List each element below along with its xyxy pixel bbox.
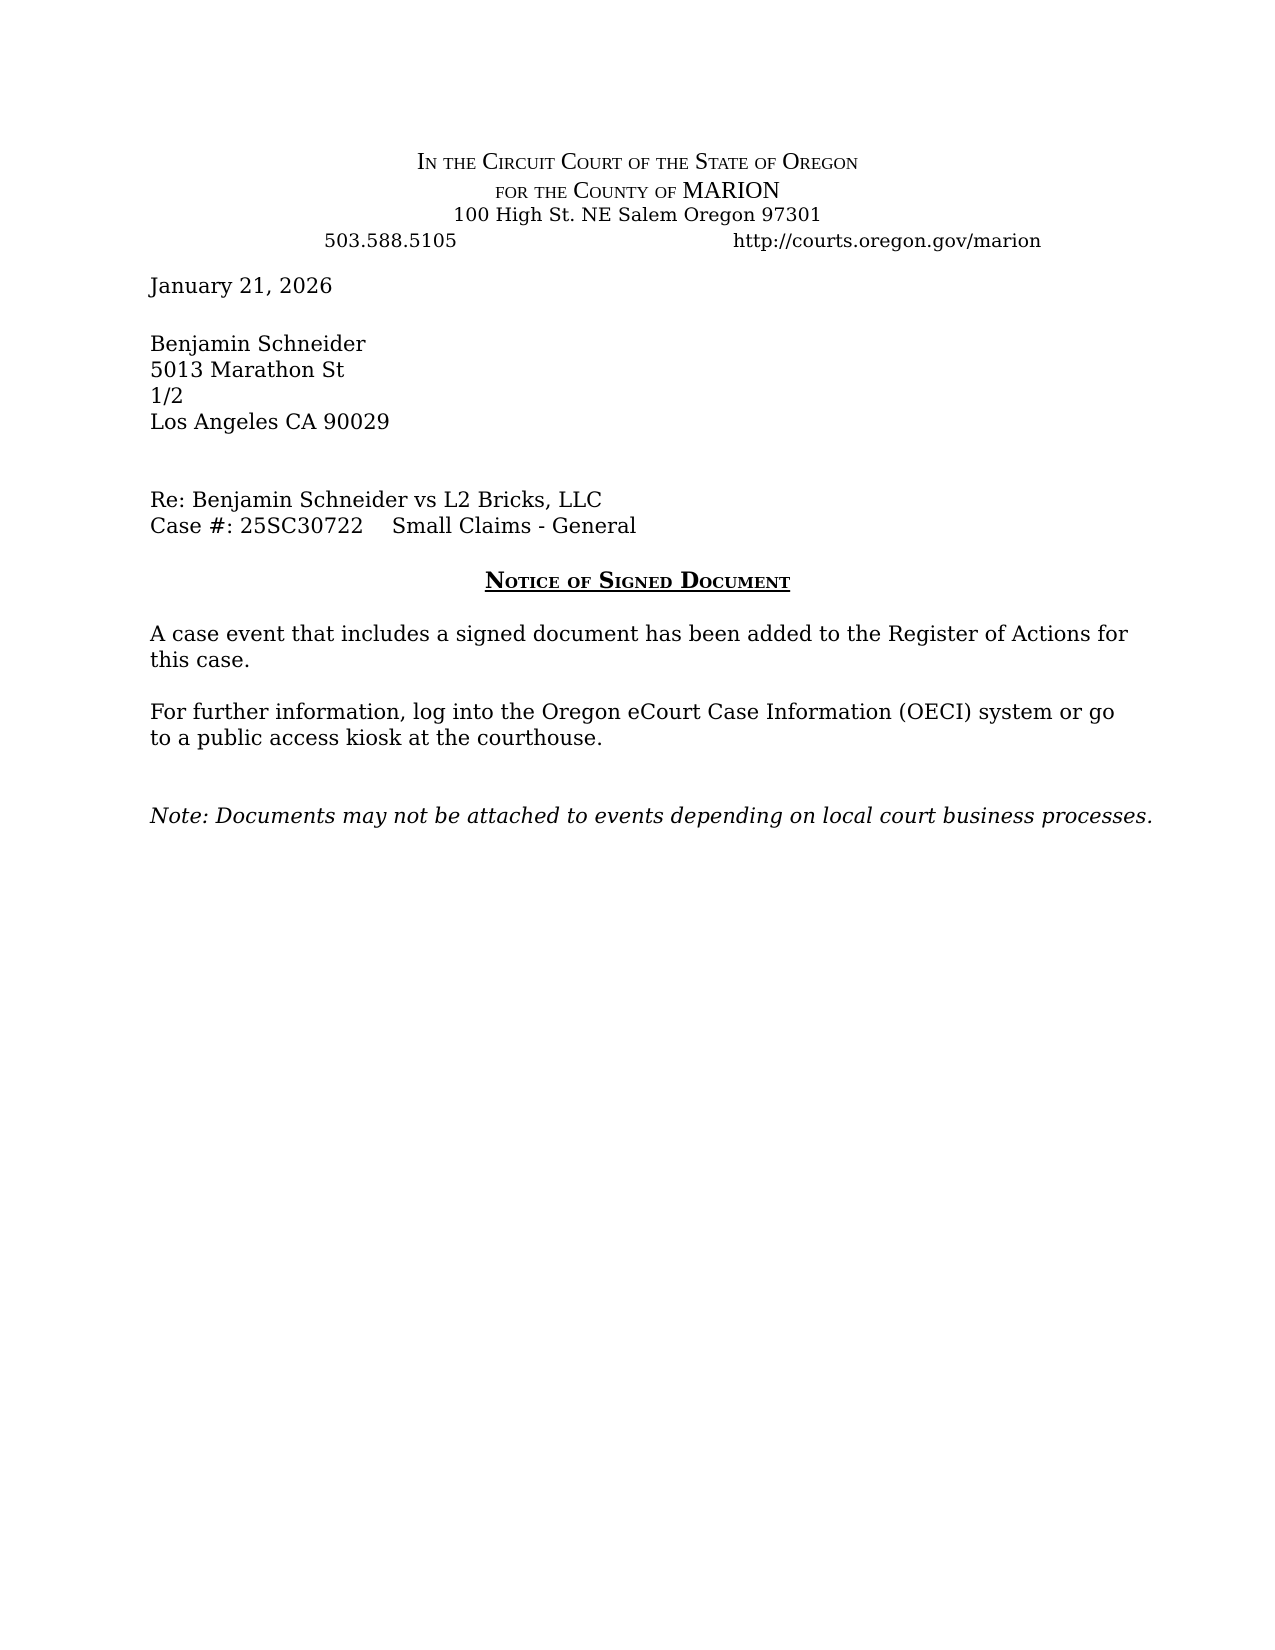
case-line [150, 513, 636, 539]
letter-date: January 21, 2026 [150, 274, 333, 298]
court-phone: 503.588.5105 [324, 230, 457, 252]
court-name-line: In the Circuit Court of the State of Oregon [416, 149, 859, 175]
court-address: 100 High St. NE Salem Oregon 97301 [453, 204, 822, 226]
re-block [150, 487, 636, 539]
case-number: Case #: 25SC30722 [150, 514, 364, 538]
recipient-unit: 1/2 [150, 384, 184, 408]
recipient-street: 5013 Marathon St [150, 358, 345, 382]
recipient-city-state-zip: Los Angeles CA 90029 [150, 410, 390, 434]
recipient-address [150, 331, 390, 435]
re-line: Re: Benjamin Schneider vs L2 Bricks, LLC [150, 488, 603, 512]
county-line: for the County of MARION [495, 178, 780, 204]
body-paragraph-2: For further information, log into the Oregon eCourt Case Information (OECI) system or go to a public access kiosk at the courthouse. [150, 700, 1115, 750]
note-text: Note: Documents may not be attached to events depending on local court business processes. [150, 804, 1154, 828]
notice-title: Notice of Signed Document [484, 568, 791, 594]
case-type: Small Claims - General [391, 514, 637, 538]
court-url: http://courts.oregon.gov/marion [733, 230, 1042, 252]
body-paragraph-1: A case event that includes a signed document has been added to the Register of Actions for this case. [150, 622, 1128, 672]
recipient-name: Benjamin Schneider [150, 332, 366, 356]
